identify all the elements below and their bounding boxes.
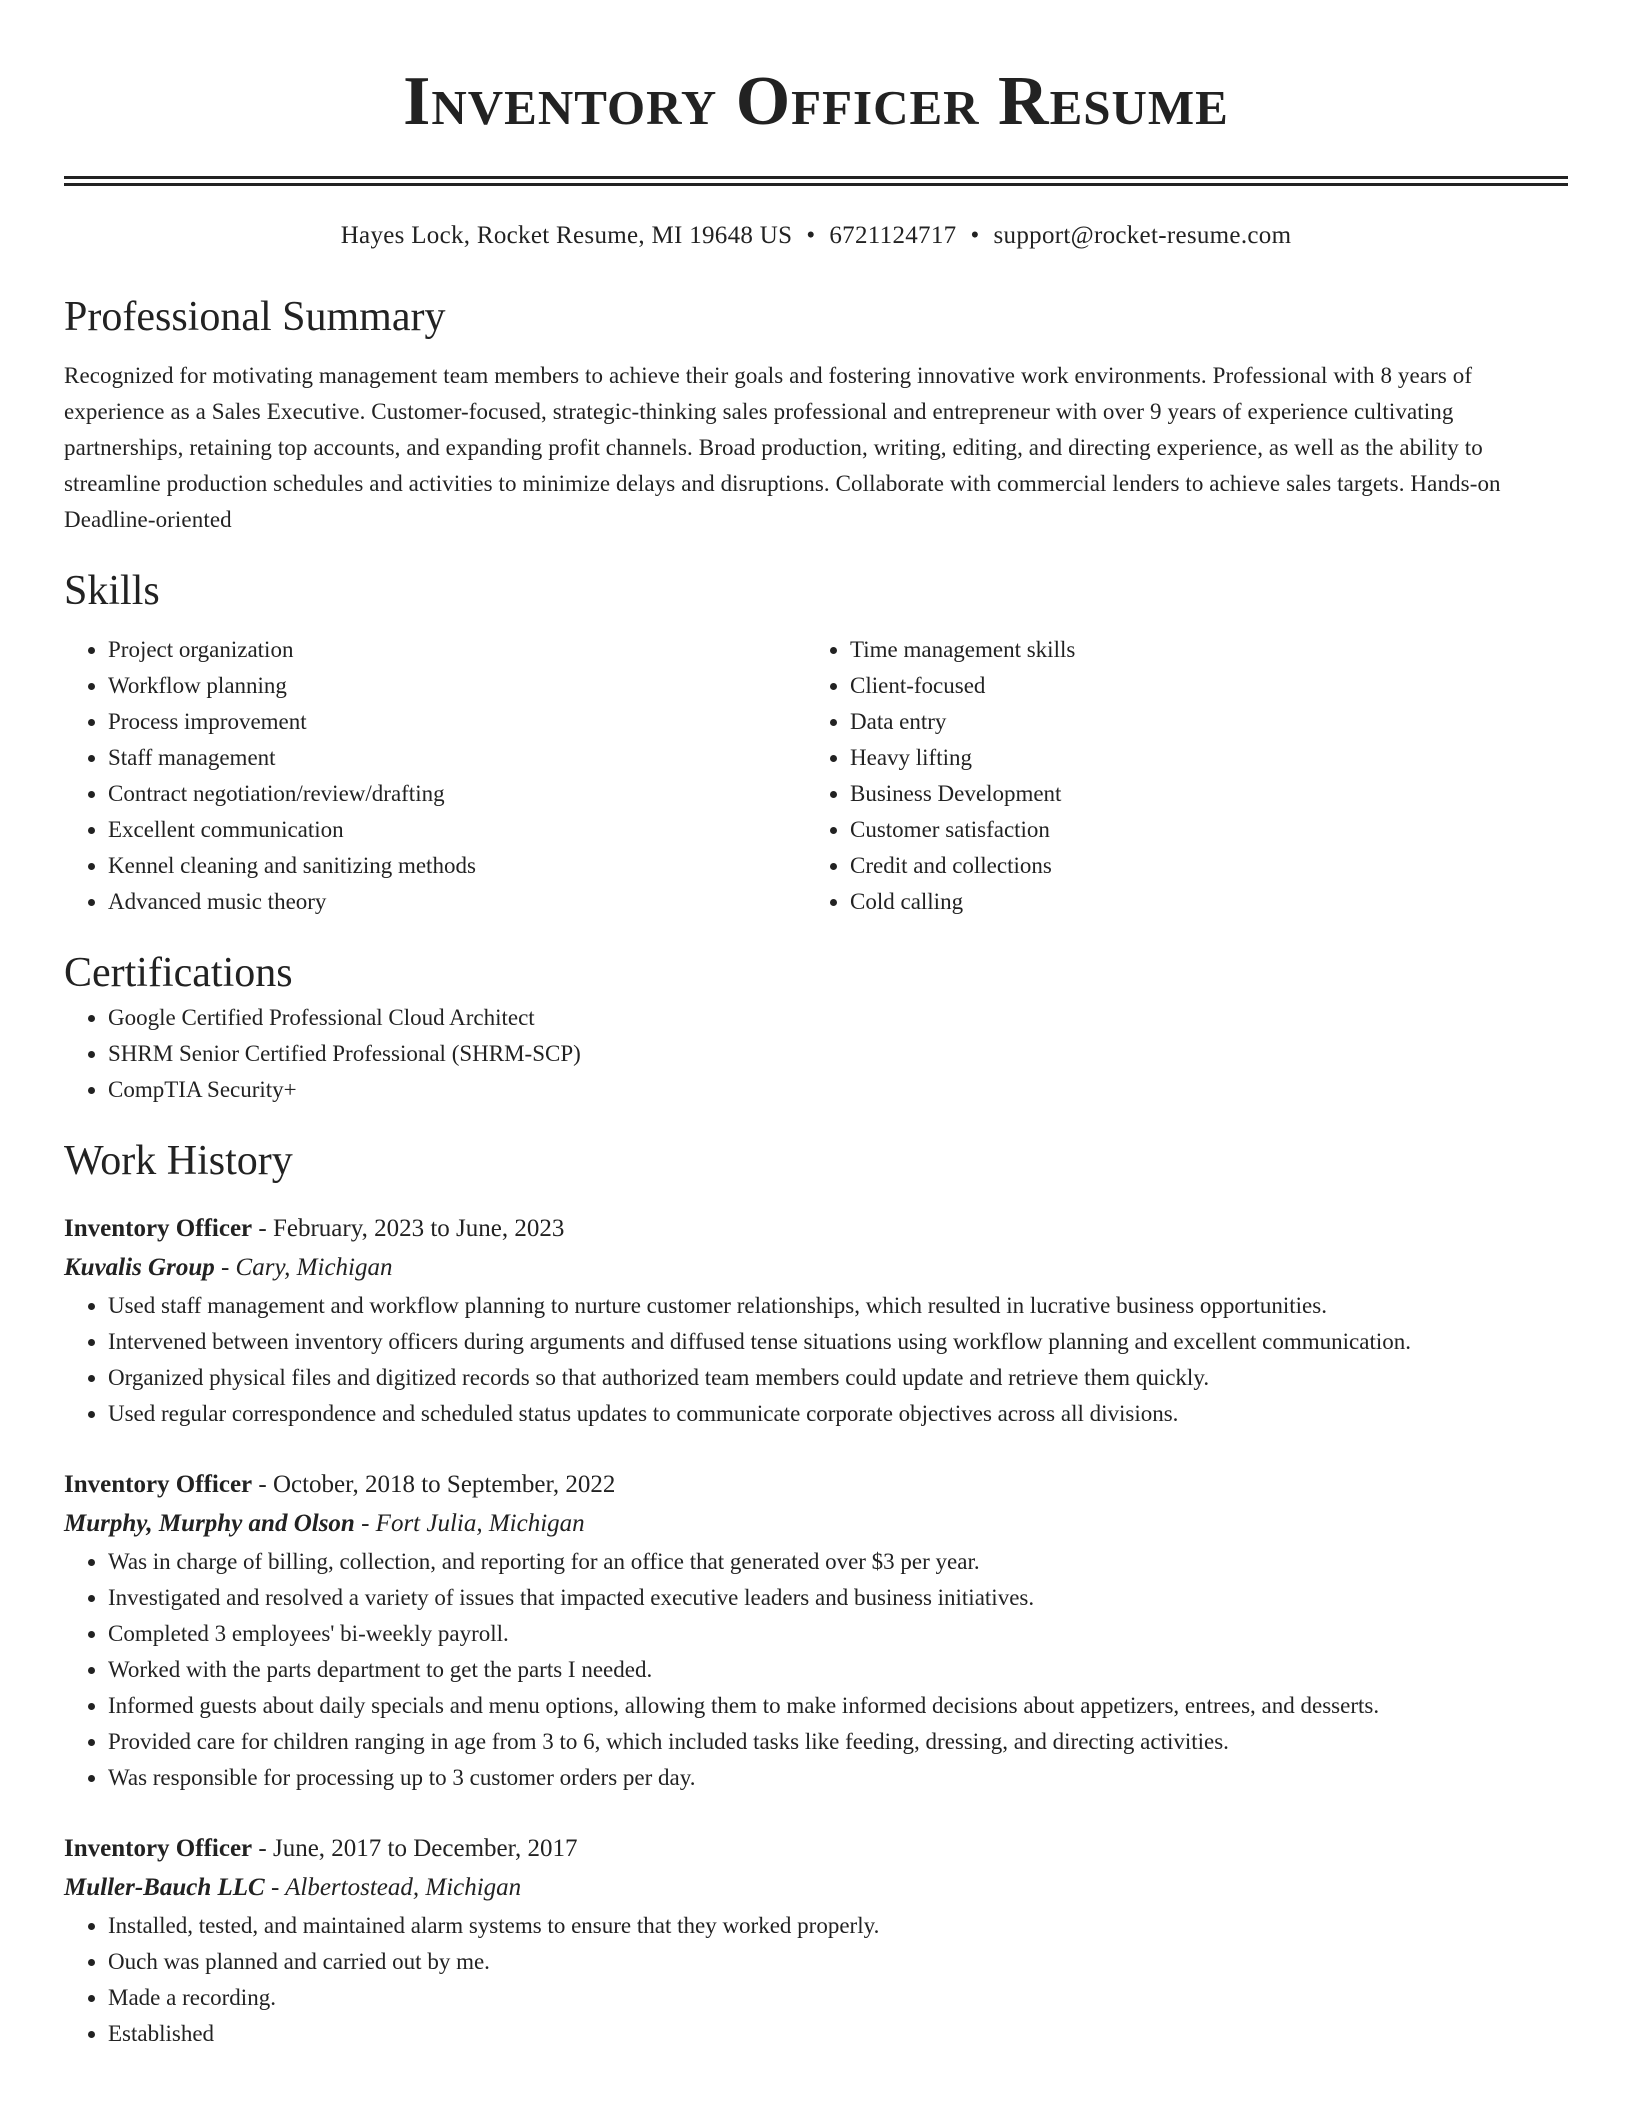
certification-item: • SHRM Senior Certified Professional (SHRM-SCP) [108, 1036, 1568, 1072]
job-bullet: • Provided care for children ranging in age from 3 to 6, which included tasks like feeding, dressing, and directing activities. [108, 1724, 1568, 1760]
job-employer [64, 1868, 1568, 1908]
skill-item: • Customer satisfaction [850, 812, 1548, 848]
skill-item: • Project organization [108, 632, 806, 668]
certification-item: • CompTIA Security+ [108, 1072, 1568, 1108]
skill-item: • Heavy lifting [850, 740, 1548, 776]
skill-item: • Business Development [850, 776, 1548, 812]
skills-list-right [806, 632, 1548, 920]
contact-separator: • [970, 222, 980, 249]
job-bullet: • Ouch was planned and carried out by me. [108, 1944, 1568, 1980]
job-bullet: • Worked with the parts department to get the parts I needed. [108, 1652, 1568, 1688]
skill-item: • Staff management [108, 740, 806, 776]
skill-item: • Advanced music theory [108, 884, 806, 920]
certification-item: • Google Certified Professional Cloud Architect [108, 1000, 1568, 1036]
skills-heading: Skills [64, 568, 160, 614]
job-entry [64, 1466, 1568, 1796]
job-employer [64, 1248, 1568, 1288]
contact-email: support@rocket-resume.com [993, 222, 1292, 249]
skill-item: • Kennel cleaning and sanitizing methods [108, 848, 806, 884]
skill-item: • Data entry [850, 704, 1548, 740]
job-bullet: • Intervened between inventory officers during arguments and diffused tense situations using workflow planning and excellent communication. [108, 1324, 1568, 1360]
job-bullet: • Was in charge of billing, collection, and reporting for an office that generated over $3 per year. [108, 1544, 1568, 1580]
skill-item: • Process improvement [108, 704, 806, 740]
work-history-heading: Work History [64, 1138, 293, 1184]
certifications-heading: Certifications [64, 950, 293, 996]
contact-separator: • [806, 222, 816, 249]
job-location: - Albertostead, Michigan [264, 1874, 522, 1901]
title-double-rule [64, 176, 1568, 186]
job-entry [64, 1830, 1568, 2052]
skills-column-left [64, 632, 806, 920]
job-header [64, 1830, 1568, 1868]
job-bullets [64, 1544, 1568, 1796]
summary-heading: Professional Summary [64, 294, 446, 340]
skills-list-left [64, 632, 806, 920]
job-title: Inventory Officer [64, 1835, 253, 1862]
skills-columns [64, 632, 1568, 920]
job-header [64, 1210, 1568, 1248]
skill-item: • Client-focused [850, 668, 1548, 704]
job-location: - Cary, Michigan [214, 1254, 393, 1281]
job-bullet: • Was responsible for processing up to 3 customer orders per day. [108, 1760, 1568, 1796]
job-company: Muller-Bauch LLC [64, 1874, 265, 1901]
contact-phone: 6721124717 [829, 222, 957, 249]
job-entry [64, 1210, 1568, 1432]
skill-item: • Time management skills [850, 632, 1548, 668]
skills-column-right [806, 632, 1548, 920]
certifications-list [64, 1000, 1568, 1108]
job-location: - Fort Julia, Michigan [354, 1510, 585, 1537]
job-bullet: • Established [108, 2016, 1568, 2052]
resume-page [64, 0, 1568, 2052]
job-bullet: • Installed, tested, and maintained alarm systems to ensure that they worked properly. [108, 1908, 1568, 1944]
skill-item: • Contract negotiation/review/drafting [108, 776, 806, 812]
job-bullet: • Informed guests about daily specials and menu options, allowing them to make informed decisions about appetizers, entrees, and desserts. [108, 1688, 1568, 1724]
job-dates: - June, 2017 to December, 2017 [252, 1835, 578, 1862]
job-bullet: • Investigated and resolved a variety of issues that impacted executive leaders and business initiatives. [108, 1580, 1568, 1616]
skill-item: • Credit and collections [850, 848, 1548, 884]
job-company: Murphy, Murphy and Olson [64, 1510, 355, 1537]
job-company: Kuvalis Group [64, 1254, 215, 1281]
job-bullet: • Used staff management and workflow planning to nurture customer relationships, which resulted in lucrative business opportunities. [108, 1288, 1568, 1324]
job-dates: - February, 2023 to June, 2023 [252, 1215, 565, 1242]
skill-item: • Cold calling [850, 884, 1548, 920]
job-employer [64, 1504, 1568, 1544]
contact-line [64, 220, 1568, 252]
skill-item: • Excellent communication [108, 812, 806, 848]
job-bullet: • Made a recording. [108, 1980, 1568, 2016]
job-bullet: • Used regular correspondence and scheduled status updates to communicate corporate objectives across all divisions. [108, 1396, 1568, 1432]
job-dates: - October, 2018 to September, 2022 [252, 1471, 616, 1498]
job-title: Inventory Officer [64, 1215, 253, 1242]
job-bullet: • Completed 3 employees' bi-weekly payroll. [108, 1616, 1568, 1652]
job-title: Inventory Officer [64, 1471, 253, 1498]
skill-item: • Workflow planning [108, 668, 806, 704]
resume-title: Inventory Officer Resume [403, 63, 1229, 140]
summary-text: Recognized for motivating management team members to achieve their goals and fostering innovative work environments. Professional with 8 years of experience as a Sales Executive. Customer-focused, strategic-thinking sales professional and entrepreneur with over 9 years of experience cultivating partnerships, retaining top accounts, and expanding profit channels. Broad production, writing, editing, and directing experience, as well as the ability to streamline production schedules and activities to minimize delays and disruptions. Collaborate with commercial lenders to achieve sales targets. Hands-on Deadline-oriented [64, 363, 1501, 532]
job-header [64, 1466, 1568, 1504]
job-bullets [64, 1288, 1568, 1432]
job-bullets [64, 1908, 1568, 2052]
contact-address: Hayes Lock, Rocket Resume, MI 19648 US [340, 222, 793, 249]
job-bullet: • Organized physical files and digitized records so that authorized team members could update and retrieve them quickly. [108, 1360, 1568, 1396]
